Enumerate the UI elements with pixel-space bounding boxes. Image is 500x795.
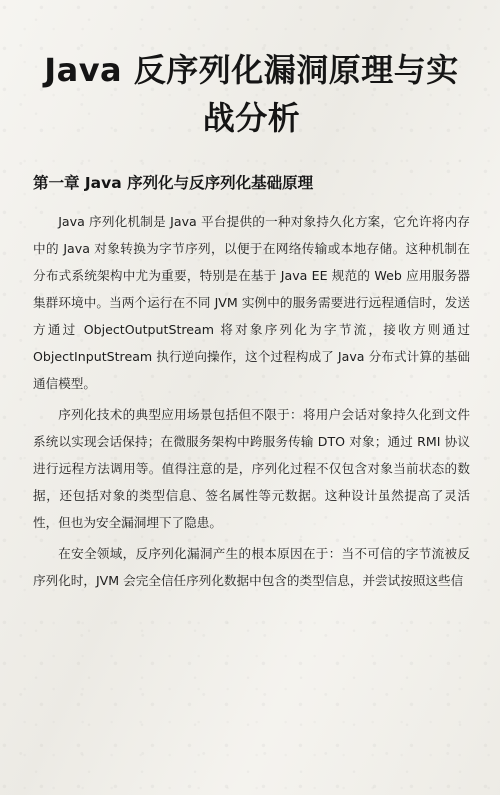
document-title: Java 反序列化漏洞原理与实战分析: [44, 51, 459, 137]
paragraph: Java 序列化机制是 Java 平台提供的一种对象持久化方案，它允许将内存中的 Java 对象转换为字节序列，以便于在网络传输或本地存储。这种机制在分布式系统架构中尤为重要，特别是在基于 Java EE 规范的 Web 应用服务器集群环境中。当两个运行在不同 JVM 实例中的服务需要进行远程通信时，发送方通过 ObjectOutputStream 将对象序列化为字节流，接收方则通过 ObjectInputStream 执行逆向操作，这个过程构成了 Java 分布式计算的基础通信模型。: [33, 214, 470, 391]
paragraph: 序列化技术的典型应用场景包括但不限于：将用户会话对象持久化到文件系统以实现会话保持；在微服务架构中跨服务传输 DTO 对象；通过 RMI 协议进行远程方法调用等。值得注意的是，序列化过程不仅包含对象当前状态的数据，还包括对象的类型信息、签名属性等元数据。这种设计虽然提高了灵活性，但也为安全漏洞埋下了隐患。: [33, 407, 470, 530]
chapter-heading: 第一章 Java 序列化与反序列化基础原理: [33, 174, 314, 192]
paragraph: 在安全领域，反序列化漏洞产生的根本原因在于：当不可信的字节流被反序列化时，JVM 会完全信任序列化数据中包含的类型信息，并尝试按照这些信: [33, 546, 470, 588]
